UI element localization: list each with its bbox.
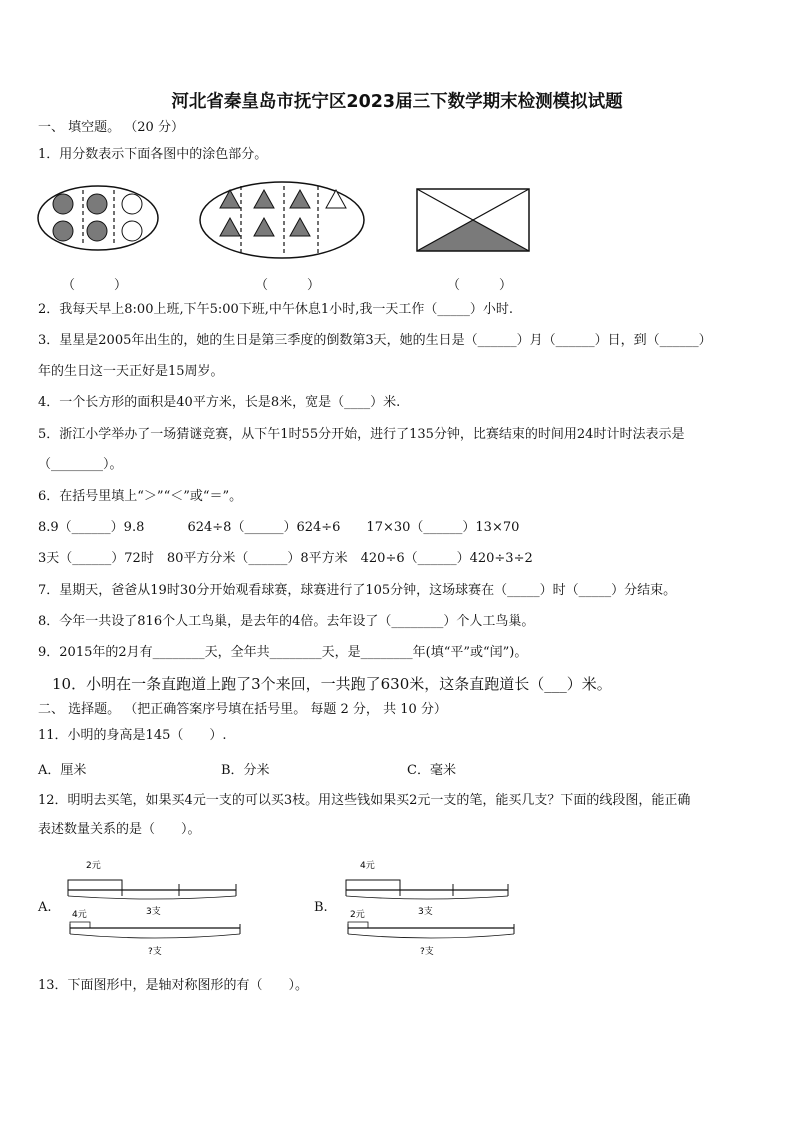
segment-diagram-a	[60, 854, 246, 962]
question-8: 8．今年一共设了816个人工鸟巢，是去年的4倍。去年设了（________）个人工鸟巢。	[38, 614, 535, 629]
diagram-a-mid-label: 3支	[146, 907, 161, 917]
shaded-triangle	[220, 190, 240, 208]
diagram-b-mid-label: 3支	[418, 907, 433, 917]
shaded-triangle-region	[417, 220, 529, 251]
diagram-a-top-label: 2元	[86, 861, 101, 871]
question-11: 11．小明的身高是145（ ）.	[38, 728, 227, 743]
figure-circles	[36, 184, 160, 252]
question-9: 9．2015年的2月有________天，全年共________天，是________年(填“平”或“闰”)。	[38, 645, 528, 660]
shaded-circle	[53, 194, 73, 214]
question-5-line-2: （________）。	[38, 457, 123, 472]
question-5-line-1: 5．浙江小学举办了一场猜谜竞赛，从下午1时55分开始，进行了135分钟，比赛结束的时间用24时计时法表示是	[38, 427, 685, 442]
shaded-triangle	[254, 218, 274, 236]
diagram-b-top-label: 4元	[360, 861, 375, 871]
diagram-b-bottom-left-label: 2元	[350, 910, 365, 920]
question-6-row-1: 8.9（______）9.8 624÷8（______）624÷6 17×30（______）13×70	[38, 520, 520, 535]
shaded-circle	[87, 221, 107, 241]
section-heading-choice: 二、 选择题。 （把正确答案序号填在括号里。 每题 2 分， 共 10 分）	[38, 702, 447, 717]
shaded-triangle	[254, 190, 274, 208]
option-b-label[interactable]: B.	[314, 900, 328, 915]
question-1: 1．用分数表示下面各图中的涂色部分。	[38, 147, 268, 162]
question-4: 4．一个长方形的面积是40平方米，长是8米，宽是（____）米.	[38, 395, 401, 410]
section-heading-fill-in: 一、 填空题。 （20 分）	[38, 120, 184, 135]
option-b[interactable]: B．分米	[221, 763, 270, 778]
question-10: 10．小明在一条直跑道上跑了3个来回，一共跑了630米，这条直跑道长（___）米。	[52, 675, 612, 693]
figure-triangles	[198, 180, 366, 260]
question-2: 2．我每天早上8:00上班,下午5:00下班,中午休息1小时,我一天工作（_____）小时.	[38, 302, 513, 317]
question-12-line-2: 表述数量关系的是（ ）。	[38, 822, 201, 837]
shaded-triangle	[290, 218, 310, 236]
option-a-label[interactable]: A.	[38, 900, 52, 915]
option-c[interactable]: C．毫米	[407, 763, 456, 778]
option-a[interactable]: A．厘米	[38, 763, 87, 778]
shaded-circle	[53, 221, 73, 241]
question-12-line-1: 12．明明去买笔，如果买4元一支的可以买3枝。用这些钱如果买2元一支的笔，能买几支？下面的线段图，能正确	[38, 793, 691, 808]
figure-rectangle	[414, 186, 532, 254]
empty-circle	[122, 221, 142, 241]
shaded-triangle	[290, 190, 310, 208]
answer-paren-2[interactable]: （ ）	[255, 278, 321, 293]
diagram-a-bottom-label: ?支	[148, 947, 162, 957]
diagram-b-bottom-label: ?支	[420, 947, 434, 957]
segment-diagram-b	[338, 854, 524, 962]
empty-circle	[122, 194, 142, 214]
question-6-row-2: 3天（______）72时 80平方分米（______）8平方米 420÷6（______）420÷3÷2	[38, 551, 533, 566]
question-7: 7．星期天，爸爸从19时30分开始观看球赛，球赛进行了105分钟，这场球赛在（_____）时（_____）分结束。	[38, 583, 677, 598]
shaded-circle	[87, 194, 107, 214]
question-3-line-2: 年的生日这一天正好是15周岁。	[38, 364, 224, 379]
question-13: 13．下面图形中，是轴对称图形的有（ ）。	[38, 978, 309, 993]
answer-paren-3[interactable]: （ ）	[447, 278, 513, 293]
shaded-triangle	[220, 218, 240, 236]
answer-paren-1[interactable]: （ ）	[62, 278, 128, 293]
question-3-line-1: 3．星星是2005年出生的，她的生日是第三季度的倒数第3天，她的生日是（______）月（______）日，到（______）	[38, 333, 712, 348]
question-6: 6．在括号里填上“＞”“＜”或“＝”。	[38, 489, 243, 504]
diagram-a-bottom-left-label: 4元	[72, 910, 87, 920]
page-title: 河北省秦皇岛市抚宁区2023届三下数学期末检测模拟试题	[171, 92, 623, 112]
empty-triangle	[326, 190, 346, 208]
